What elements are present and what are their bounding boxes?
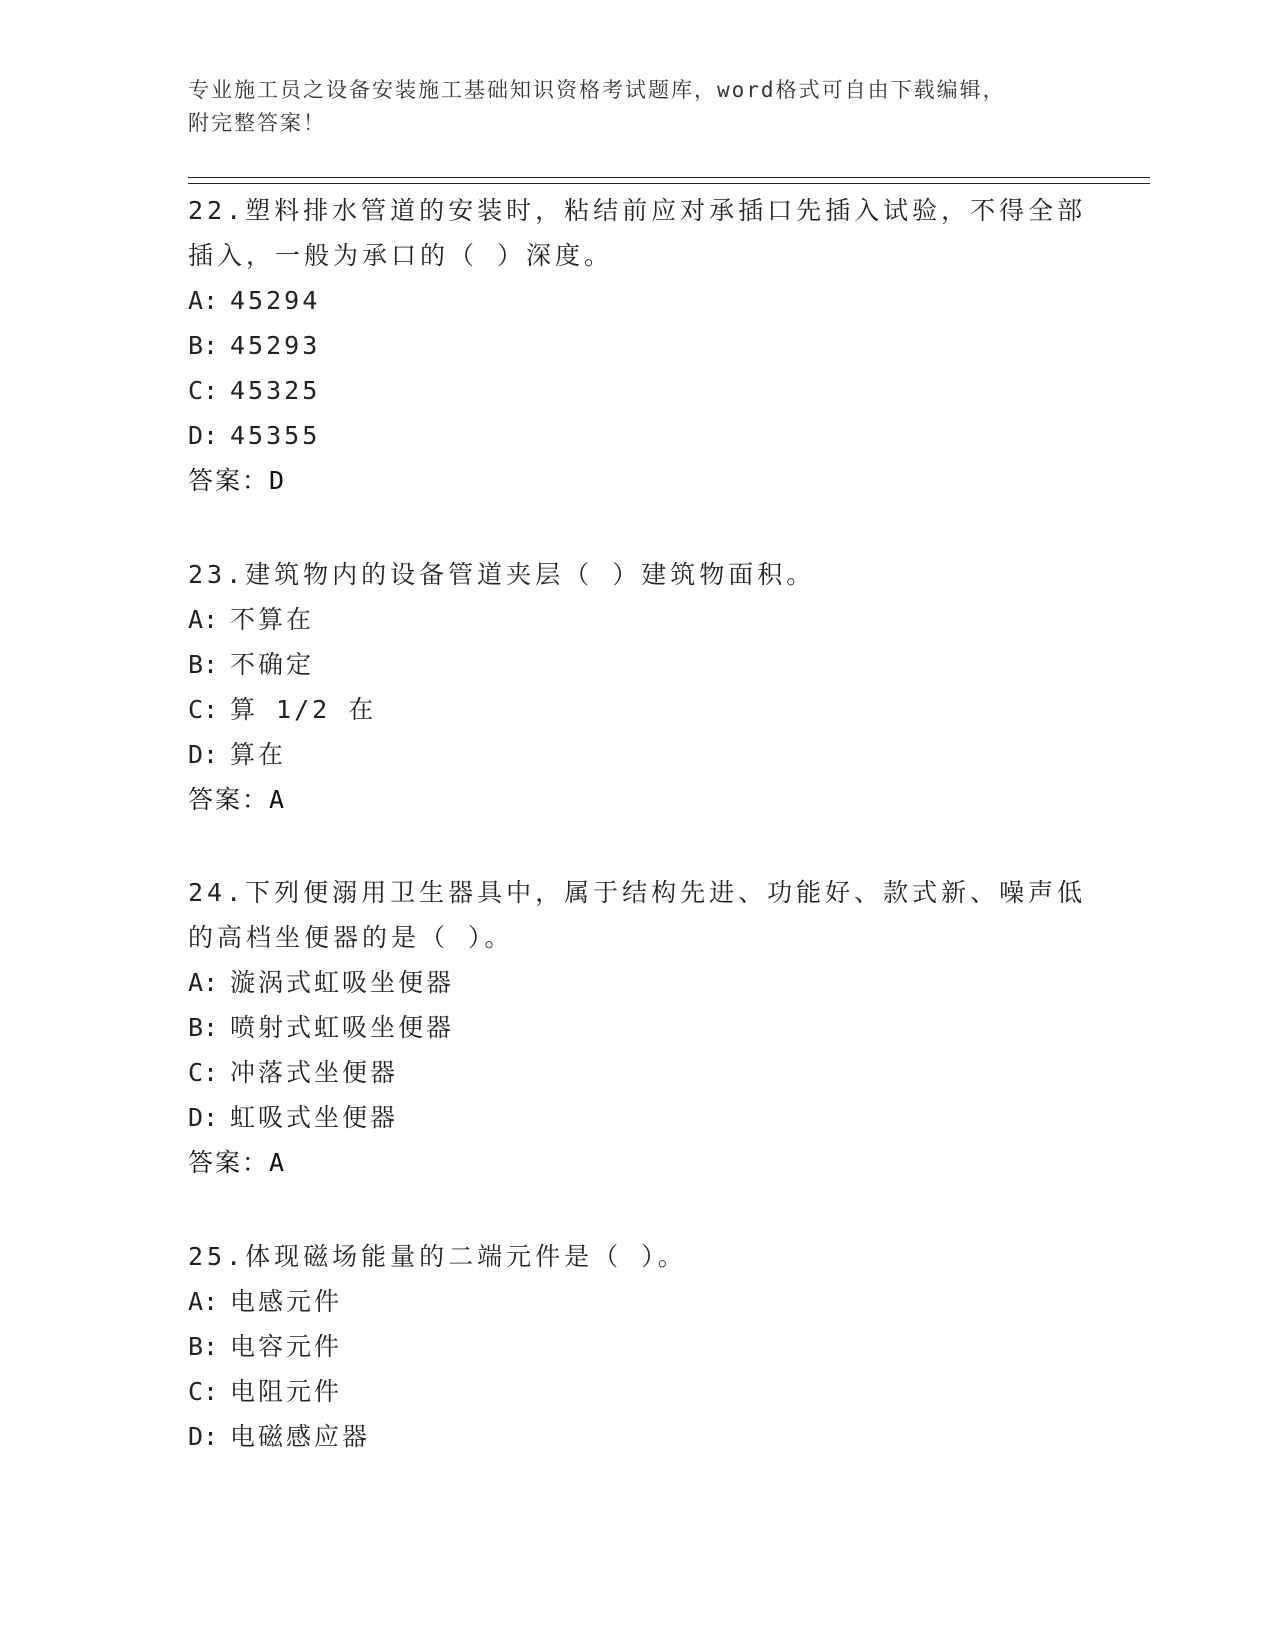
option-letter: B: bbox=[188, 650, 219, 679]
question-text: 22.塑料排水管道的安装时，粘结前应对承插口先插入试验，不得全部插入，一般为承口的（ ）深度。 bbox=[188, 196, 1087, 270]
option-letter: B: bbox=[188, 1332, 219, 1361]
answer bbox=[188, 458, 1088, 503]
option-a bbox=[188, 960, 1088, 1005]
option-a bbox=[188, 278, 1088, 323]
option-letter: B: bbox=[188, 331, 219, 360]
question-22 bbox=[188, 188, 1088, 503]
option-a bbox=[188, 597, 1088, 642]
option-text: 45355 bbox=[230, 421, 321, 450]
answer-value: D bbox=[269, 466, 285, 495]
option-a bbox=[188, 1279, 1088, 1324]
answer bbox=[188, 1140, 1088, 1185]
option-c bbox=[188, 368, 1088, 413]
question-25 bbox=[188, 1234, 1088, 1459]
option-text: 电容元件 bbox=[230, 1332, 343, 1361]
option-text: 45293 bbox=[230, 331, 321, 360]
question-text: 24.下列便溺用卫生器具中，属于结构先进、功能好、款式新、噪声低的高档坐便器的是（ ）。 bbox=[188, 878, 1087, 952]
option-text: 45294 bbox=[230, 286, 321, 315]
option-text: 冲落式坐便器 bbox=[230, 1058, 399, 1087]
option-b bbox=[188, 1324, 1088, 1369]
question-23 bbox=[188, 552, 1088, 822]
option-b bbox=[188, 1005, 1088, 1050]
question-text: 25.体现磁场能量的二端元件是（ ）。 bbox=[188, 1242, 687, 1271]
answer-label: 答案： bbox=[188, 466, 270, 495]
option-letter: B: bbox=[188, 1013, 219, 1042]
option-d bbox=[188, 1095, 1088, 1140]
option-letter: D: bbox=[188, 1422, 219, 1451]
document-header bbox=[188, 74, 1068, 140]
option-c bbox=[188, 1050, 1088, 1095]
header-divider-bottom bbox=[188, 183, 1150, 184]
option-letter: A: bbox=[188, 968, 219, 997]
option-text: 算在 bbox=[230, 740, 287, 769]
option-text: 电感元件 bbox=[230, 1287, 343, 1316]
header-divider-top bbox=[188, 177, 1150, 178]
option-letter: D: bbox=[188, 1103, 219, 1132]
answer-label: 答案： bbox=[188, 785, 270, 814]
option-b bbox=[188, 323, 1088, 368]
option-text: 喷射式虹吸坐便器 bbox=[230, 1013, 455, 1042]
option-c bbox=[188, 687, 1088, 732]
option-c bbox=[188, 1369, 1088, 1414]
option-letter: A: bbox=[188, 286, 219, 315]
header-line-2: 附完整答案！ bbox=[188, 111, 326, 135]
option-letter: C: bbox=[188, 376, 219, 405]
option-text: 不算在 bbox=[230, 605, 315, 634]
option-d bbox=[188, 732, 1088, 777]
option-b bbox=[188, 642, 1088, 687]
option-text: 电阻元件 bbox=[230, 1377, 343, 1406]
answer-label: 答案： bbox=[188, 1148, 270, 1177]
option-d bbox=[188, 413, 1088, 458]
answer-value: A bbox=[269, 1148, 285, 1177]
option-letter: A: bbox=[188, 605, 219, 634]
option-letter: C: bbox=[188, 1058, 219, 1087]
option-text: 漩涡式虹吸坐便器 bbox=[230, 968, 455, 997]
option-text: 算 1/2 在 bbox=[230, 695, 377, 724]
question-text: 23.建筑物内的设备管道夹层（ ）建筑物面积。 bbox=[188, 560, 816, 589]
option-letter: D: bbox=[188, 740, 219, 769]
option-letter: A: bbox=[188, 1287, 219, 1316]
answer-value: A bbox=[269, 785, 285, 814]
option-text: 虹吸式坐便器 bbox=[230, 1103, 399, 1132]
option-letter: C: bbox=[188, 1377, 219, 1406]
option-letter: C: bbox=[188, 695, 219, 724]
option-letter: D: bbox=[188, 421, 219, 450]
header-line-1: 专业施工员之设备安装施工基础知识资格考试题库，word格式可自由下载编辑， bbox=[188, 78, 1006, 102]
question-24 bbox=[188, 870, 1088, 1185]
option-text: 电磁感应器 bbox=[230, 1422, 371, 1451]
answer bbox=[188, 777, 1088, 822]
option-d bbox=[188, 1414, 1088, 1459]
option-text: 45325 bbox=[230, 376, 321, 405]
option-text: 不确定 bbox=[230, 650, 315, 679]
